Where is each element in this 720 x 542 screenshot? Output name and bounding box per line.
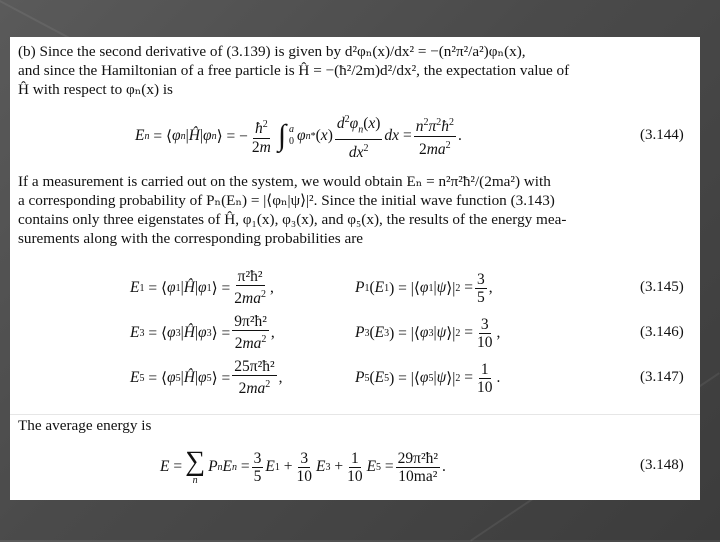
coefficient-numerator: 3 — [300, 449, 309, 467]
equation-body: E 1 = ⟨ φ 1 | Ĥ | φ 1 ⟩ = $\frac{\text{π²ħ²}}{2ma^2}$ , — [130, 268, 274, 308]
probability-numerator: 3 — [480, 315, 489, 333]
probability-body: P 1 ( E 1 ) = |⟨ φ 1 | ψ ⟩| 2 = $\frac{3}{5}$ , — [355, 270, 493, 306]
equation-number: (3.146) — [640, 324, 684, 340]
slide-content — [10, 37, 700, 500]
text-line: surements along with the corresponding probabilities are — [18, 230, 364, 247]
equation-number: (3.145) — [640, 279, 684, 295]
text-line: and since the Hamiltonian of a free particle is Ĥ = −(ħ²/2m)d²/dx², the expectation value of — [18, 62, 570, 79]
coefficient-denominator: 10 — [296, 467, 312, 485]
equation-number: (3.144) — [640, 127, 684, 143]
text-line: contains only three eigenstates of Ĥ, φ₁(x), φ₃(x), and φ₅(x), the results of the energy mea- — [18, 211, 567, 228]
energy-numerator: π²ħ² — [237, 268, 263, 286]
probability-numerator: 1 — [480, 360, 489, 378]
equation-number: (3.147) — [640, 369, 684, 385]
equation-body: E = ∑ n P n E n = $\frac{3}{5}$ E 1 + $\frac{3}{10}$ E 3 + $\frac{1}{10}$ E 5 = $\frac{\text{29π²ħ²}}{\text{10ma²}}$ . — [160, 446, 446, 486]
equation-body: E 5 = ⟨ φ 5 | Ĥ | φ 5 ⟩ = $\frac{\text{25π²ħ²}}{2ma^2}$ , — [130, 358, 283, 398]
measurement-paragraph — [18, 172, 690, 248]
equation-3-146 — [10, 313, 700, 353]
equation-3-148 — [10, 445, 700, 489]
probability-body: P 3 ( E 3 ) = |⟨ φ 3 | ψ ⟩| 2 = $\frac{3}{10}$ , — [355, 315, 501, 351]
text-line: Ĥ with respect to φₙ(x) is — [18, 81, 173, 98]
probability-numerator: 3 — [477, 270, 485, 288]
text-line: If a measurement is carried out on the system, we would obtain Eₙ = n²π²ħ²/(2ma²) with — [18, 173, 551, 190]
coefficient-denominator: 10 — [347, 467, 363, 485]
result-denominator: 10ma² — [398, 467, 438, 485]
equation-number: (3.148) — [640, 457, 684, 473]
probability-denominator: 10 — [477, 378, 493, 396]
energy-numerator: 9π²ħ² — [234, 313, 267, 331]
equation-body: E 3 = ⟨ φ 3 | Ĥ | φ 3 ⟩ = $\frac{\text{9π²ħ²}}{2ma^2}$ , — [130, 313, 275, 353]
equation-3-145 — [10, 268, 700, 308]
energy-numerator: 25π²ħ² — [234, 358, 275, 376]
equation-body: E n = ⟨ φ n | Ĥ | φ n ⟩ = − $\frac{ħ^2}{2m}$ ∫ a 0 φ n * ( x ) $\frac{d^2\varphi_n(x)}{dx^2}$ dx = $\frac{n^2\pi^2ħ^2}{2ma^2}$ . — [135, 119, 462, 153]
average-intro: The average energy is — [18, 417, 152, 434]
equation-3-144 — [10, 114, 700, 161]
coefficient-numerator: 1 — [350, 449, 359, 467]
probability-body: P 5 ( E 5 ) = |⟨ φ 5 | ψ ⟩| 2 = $\frac{1}{10}$ . — [355, 360, 501, 396]
part-b-intro — [18, 42, 690, 99]
equation-3-147 — [10, 358, 700, 398]
text-line: (b) Since the second derivative of (3.139) is given by d²φₙ(x)/dx² = −(n²π²/a²)φₙ(x), — [18, 43, 526, 60]
coefficient-numerator: 3 — [253, 449, 262, 467]
result-numerator: 29π²ħ² — [397, 449, 439, 467]
average-energy-section — [10, 415, 700, 500]
probability-denominator: 10 — [477, 333, 493, 351]
coefficient-denominator: 5 — [253, 467, 262, 485]
solution-part-b — [10, 37, 700, 415]
text-line: a corresponding probability of Pₙ(Eₙ) = |⟨φₙ|ψ⟩|². Since the initial wave function (3.143) — [18, 192, 555, 209]
probability-denominator: 5 — [477, 288, 485, 306]
